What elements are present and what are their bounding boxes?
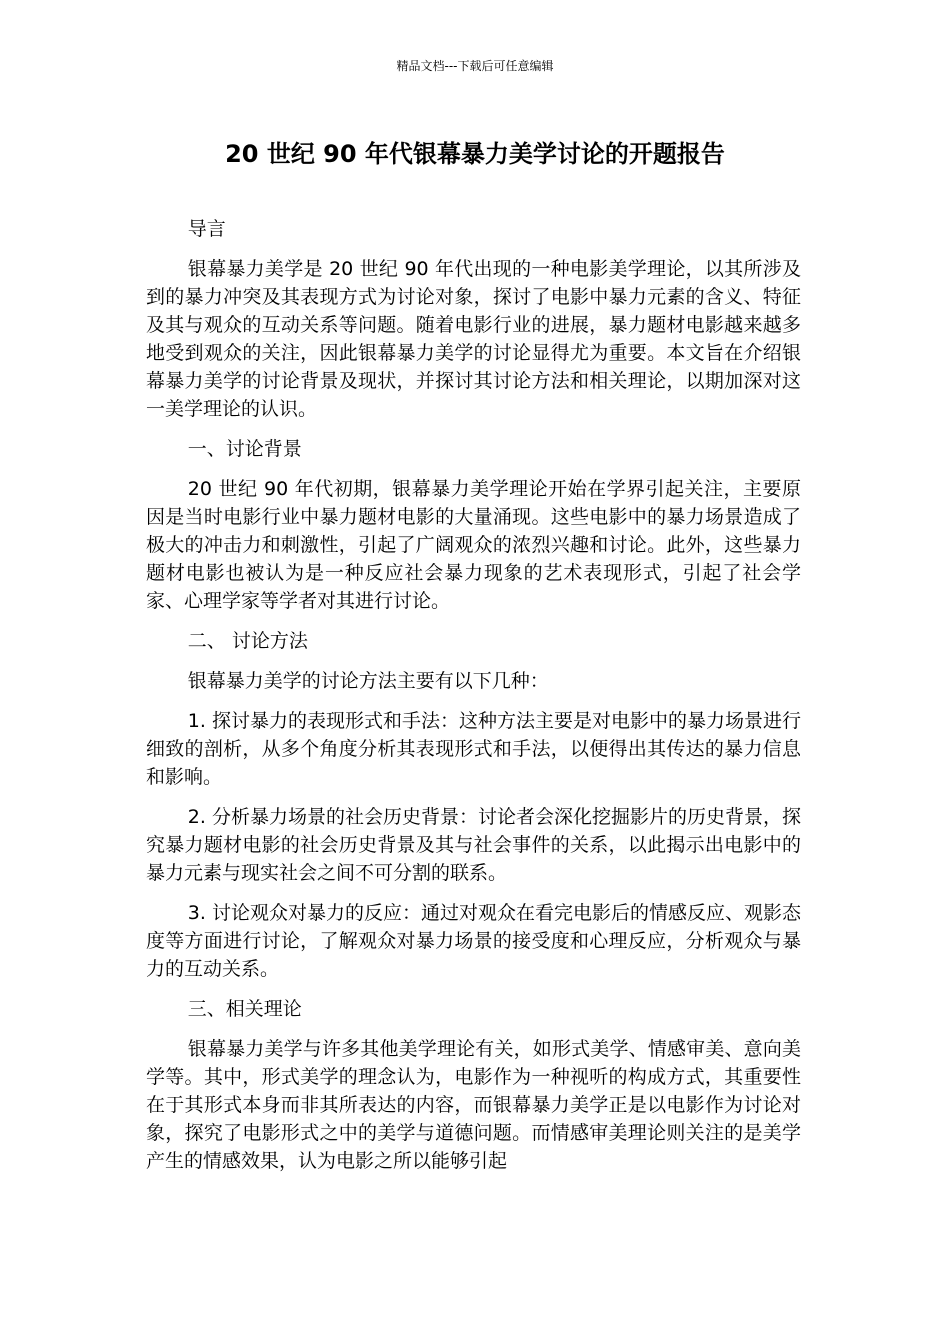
- method-item-2: 2. 分析暴力场景的社会历史背景：讨论者会深化挖掘影片的历史背景，探究暴力题材电影的社会历史背景及其与社会事件的关系，以此揭示出电影中的暴力元素与现实社会之间不可分割的联系。: [146, 806, 801, 884]
- method-item-1: 1. 探讨暴力的表现形式和手法：这种方法主要是对电影中的暴力场景进行细致的剖析，从多个角度分析其表现形式和手法，以便得出其传达的暴力信息和影响。: [146, 710, 801, 788]
- intro-paragraph: 银幕暴力美学是 20 世纪 90 年代出现的一种电影美学理论，以其所涉及到的暴力冲突及其表现方式为讨论对象，探讨了电影中暴力元素的含义、特征及其与观众的互动关系等问题。随着电影行业的进展，暴力题材电影越来越多地受到观众的关注，因此银幕暴力美学的讨论显得尤为重要。本文旨在介绍银幕暴力美学的讨论背景及现状，并探讨其讨论方法和相关理论，以期加深对这一美学理论的认识。: [146, 258, 801, 420]
- method-heading: 二、 讨论方法: [187, 630, 308, 652]
- method-intro-paragraph: 银幕暴力美学的讨论方法主要有以下几种：: [187, 670, 549, 692]
- theory-heading: 三、相关理论: [187, 998, 302, 1020]
- theory-paragraph: 银幕暴力美学与许多其他美学理论有关，如形式美学、情感审美、意向美学等。其中，形式美学的理念认为，电影作为一种视听的构成方式，其重要性在于其形式本身而非其所表达的内容，而银幕暴力美学正是以电影作为讨论对象，探究了电影形式之中的美学与道德问题。而情感审美理论则关注的是美学产生的情感效果，认为电影之所以能够引起: [146, 1038, 801, 1172]
- background-heading: 一、讨论背景: [187, 438, 302, 460]
- document-body: [146, 215, 801, 1187]
- header-note: 精品文档---下载后可任意编辑: [396, 59, 554, 73]
- method-item-3: 3. 讨论观众对暴力的反应：通过对观众在看完电影后的情感反应、观影态度等方面进行讨论，了解观众对暴力场景的接受度和心理反应，分析观众与暴力的互动关系。: [146, 902, 801, 980]
- document-title: 20 世纪 90 年代银幕暴力美学讨论的开题报告: [225, 140, 725, 168]
- background-paragraph: 20 世纪 90 年代初期，银幕暴力美学理论开始在学界引起关注，主要原因是当时电影行业中暴力题材电影的大量涌现。这些电影中的暴力场景造成了极大的冲击力和刺激性，引起了广阔观众的浓烈兴趣和讨论。此外，这些暴力题材电影也被认为是一种反应社会暴力现象的艺术表现形式，引起了社会学家、心理学家等学者对其进行讨论。: [146, 478, 801, 612]
- intro-heading: 导言: [187, 218, 226, 240]
